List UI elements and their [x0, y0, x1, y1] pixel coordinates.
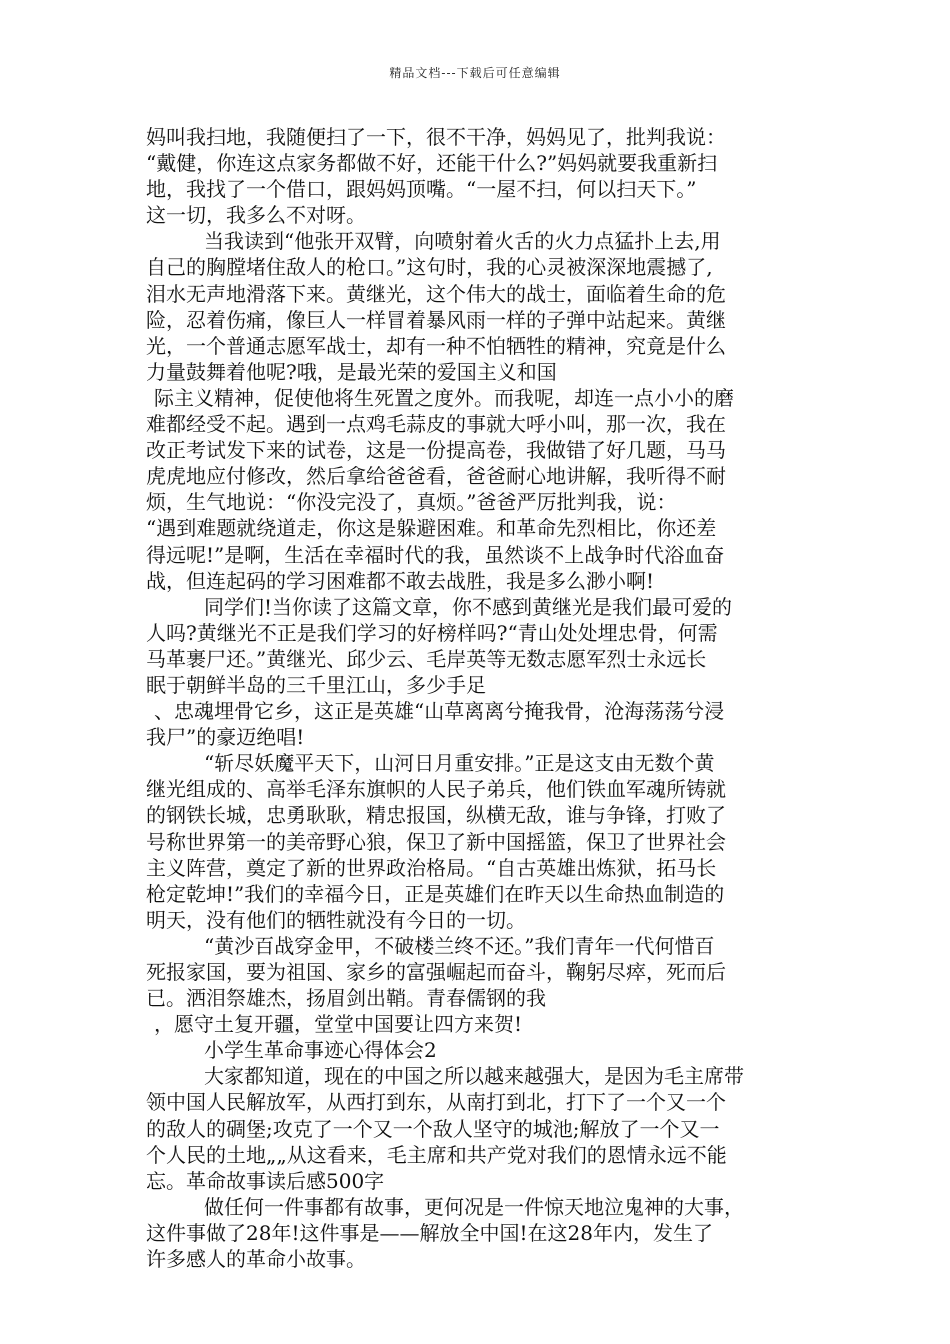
text-line: 人吗?黄继光不正是我们学习的好榜样吗?“青山处处埋忠骨，何需 — [146, 620, 718, 645]
text-line: 忘。革命故事读后感500字 — [146, 1168, 385, 1193]
text-line: 的敌人的碉堡;攻克了一个又一个敌人坚守的城池;解放了一个又一 — [146, 1116, 720, 1141]
text-line: 险，忍着伤痛，像巨人一样冒着暴风雨一样的子弹中站起来。黄继 — [146, 307, 726, 332]
text-line: 战，但连起码的学习困难都不敢去战胜，我是多么渺小啊! — [146, 568, 655, 593]
text-line: 烦，生气地说：“你没完没了，真烦。”爸爸严厉批判我，说： — [146, 490, 677, 515]
text-line: 、忠魂埋骨它乡，这正是英雄“山草离离兮掩我骨，沧海荡荡兮浸 — [154, 699, 725, 724]
text-line: 大家都知道，现在的中国之所以越来越强大，是因为毛主席带 — [204, 1064, 744, 1089]
text-line: 我尸”的豪迈绝唱! — [146, 725, 305, 750]
text-line: 难都经受不起。遇到一点鸡毛蒜皮的事就大呼小叫，那一次，我在 — [146, 412, 726, 437]
document-body — [146, 124, 826, 1272]
text-line: 同学们!当你读了这篇文章，你不感到黄继光是我们最可爱的 — [204, 594, 733, 619]
text-line: 领中国人民解放军，从西打到东，从南打到北，打下了一个又一个 — [146, 1090, 726, 1115]
text-line: 许多感人的革命小故事。 — [146, 1247, 366, 1272]
text-line: 继光组成的、高举毛泽东旗帜的人民子弟兵，他们铁血军魂所铸就 — [146, 777, 726, 802]
text-line: 已。洒泪祭雄杰，扬眉剑出鞘。青春儒钢的我 — [146, 986, 546, 1011]
text-line: 力量鼓舞着他呢?哦，是最光荣的爱国主义和国 — [146, 359, 557, 384]
text-line: 妈叫我扫地，我随便扫了一下，很不干净，妈妈见了，批判我说： — [146, 125, 726, 149]
text-line: 虎虎地应付修改，然后拿给爸爸看，爸爸耐心地讲解，我听得不耐 — [146, 464, 726, 489]
text-line: 这件事做了28年!这件事是——解放全中国!在这28年内，发生了 — [146, 1220, 713, 1245]
text-line: 号称世界第一的美帝野心狼，保卫了新中国摇篮，保卫了世界社会 — [146, 829, 726, 854]
text-line: “斩尽妖魔平天下，山河日月重安排。”正是这支由无数个黄 — [204, 751, 715, 776]
text-line: 泪水无声地滑落下来。黄继光，这个伟大的战士，面临着生命的危 — [146, 281, 726, 306]
text-line: 当我读到“他张开双臂，向喷射着火舌的火力点猛扑上去,用 — [204, 229, 721, 254]
text-line: 地，我找了一个借口，跟妈妈顶嘴。“一屋不扫，何以扫天下。” — [146, 177, 697, 202]
text-line: ，愿守土复开疆，堂堂中国要让四方来贺! — [154, 1012, 523, 1037]
text-line: 主义阵营，奠定了新的世界政治格局。“自古英雄出炼狱，拓马长 — [146, 855, 717, 880]
text-line: 眠于朝鲜半岛的三千里江山，多少手足 — [146, 672, 486, 697]
text-line: 个人民的土地„„从这看来，毛主席和共产党对我们的恩情永远不能 — [146, 1142, 727, 1167]
text-line: 的钢铁长城，忠勇耿耿，精忠报国，纵横无敌，谁与争锋，打败了 — [146, 803, 726, 828]
text-line: “遇到难题就绕道走，你这是躲避困难。和革命先烈相比，你还差 — [146, 516, 717, 541]
text-line: “戴健，你连这点家务都做不好，还能干什么?”妈妈就要我重新扫 — [146, 151, 718, 176]
text-line: 这一切，我多么不对呀。 — [146, 203, 366, 228]
text-line: “黄沙百战穿金甲，不破楼兰终不还。”我们青年一代何惜百 — [204, 933, 715, 958]
text-line: 明天，没有他们的牺牲就没有今日的一切。 — [146, 907, 526, 932]
text-line: 自己的胸膛堵住敌人的枪口。”这句时，我的心灵被深深地震撼了, — [146, 255, 713, 280]
text-line: 马革裹尸还。”黄继光、邱少云、毛岸英等无数志愿军烈士永远长 — [146, 646, 707, 671]
text-line: 死报家国，要为祖国、家乡的富强崛起而奋斗，鞠躬尽瘁，死而后 — [146, 960, 726, 984]
text-line: 得远呢!”是啊，生活在幸福时代的我，虽然谈不上战争时代浴血奋 — [146, 542, 725, 567]
text-line: 光，一个普通志愿军战士，却有一种不怕牺牲的精神，究竟是什么 — [146, 333, 726, 358]
text-line: 改正考试发下来的试卷，这是一份提高卷，我做错了好几题，马马 — [146, 438, 726, 463]
text-line: 小学生革命事迹心得体会2 — [204, 1038, 437, 1063]
text-line: 枪定乾坤!”我们的幸福今日，正是英雄们在昨天以生命热血制造的 — [146, 881, 725, 906]
page-header: 精品文档---下载后可任意编辑 — [389, 66, 561, 80]
text-line: 做任何一件事都有故事，更何况是一件惊天地泣鬼神的大事， — [204, 1194, 744, 1219]
text-line: 际主义精神，促使他将生死置之度外。而我呢，却连一点小小的磨 — [154, 385, 734, 410]
